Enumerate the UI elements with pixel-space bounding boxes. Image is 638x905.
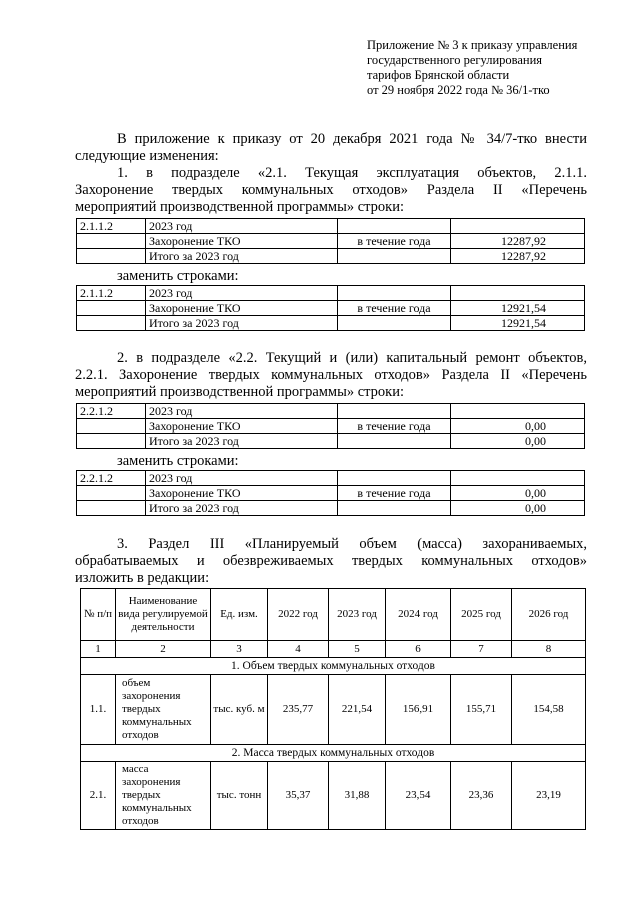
cell-value: 0,00	[451, 419, 585, 434]
value-cell: 23,54	[386, 762, 451, 830]
col-number: 2	[116, 641, 211, 658]
cell-total-label: Итого за 2023 год	[146, 434, 338, 449]
cell-name: Захоронение ТКО	[146, 301, 338, 316]
cell-total: 0,00	[451, 501, 585, 516]
item3-line: изложить в редакции:	[75, 570, 210, 586]
col-number: 8	[512, 641, 586, 658]
item3-line: 3. Раздел III «Планируемый объем (масса) захораниваемых,	[117, 536, 587, 552]
value-cell: 31,88	[329, 762, 386, 830]
replace-label: заменить строками:	[117, 453, 239, 469]
item3-paragraph	[75, 536, 587, 587]
section-heading: 1. Объем твердых коммунальных отходов	[81, 658, 586, 675]
cell-total: 12287,92	[451, 249, 585, 264]
row-number: 1.1.	[81, 675, 116, 745]
cell-value: 0,00	[451, 486, 585, 501]
document-header	[367, 38, 577, 98]
intro-line: В приложение к приказу от 20 декабря 2021 года № 34/7-тко внести	[117, 131, 587, 147]
value-cell: 155,71	[451, 675, 512, 745]
header-line: от 29 ноября 2022 года № 36/1-тко	[367, 83, 550, 97]
header-line: Приложение № 3 к приказу управления	[367, 38, 578, 52]
cell-name: Захоронение ТКО	[146, 234, 338, 249]
item2-line: мероприятий производственной программы» строки:	[75, 384, 405, 400]
header-cell: 2026 год	[512, 589, 586, 641]
cell-code: 2.1.1.2	[77, 219, 146, 234]
item1-line: Захоронение твердых коммунальных отходов» Раздела II «Перечень	[75, 182, 587, 198]
cell-period: в течение года	[338, 234, 451, 249]
header-cell: Ед. изм.	[211, 589, 268, 641]
header-line: тарифов Брянской области	[367, 68, 510, 82]
table-4	[76, 470, 585, 516]
header-cell: 2024 год	[386, 589, 451, 641]
item2-line: 2. в подразделе «2.2. Текущий и (или) капитальный ремонт объектов,	[117, 350, 587, 366]
header-line: государственного регулирования	[367, 53, 543, 67]
value-cell: 154,58	[512, 675, 586, 745]
value-cell: 23,36	[451, 762, 512, 830]
replace-label: заменить строками:	[117, 268, 239, 284]
value-cell: 35,37	[268, 762, 329, 830]
cell-code: 2.1.1.2	[77, 286, 146, 301]
row-unit: тыс. куб. м	[211, 675, 268, 745]
col-number: 3	[211, 641, 268, 658]
cell-period: в течение года	[338, 486, 451, 501]
header-cell: № п/п	[81, 589, 116, 641]
cell-name: Захоронение ТКО	[146, 486, 338, 501]
header-cell: Наименование вида регулируемой деятельности	[116, 589, 211, 641]
item2-paragraph	[75, 350, 587, 401]
col-number: 7	[451, 641, 512, 658]
col-number: 4	[268, 641, 329, 658]
cell-year: 2023 год	[146, 404, 338, 419]
item1-line: мероприятий производственной программы» строки:	[75, 199, 405, 215]
item1-paragraph	[75, 165, 587, 216]
col-number: 1	[81, 641, 116, 658]
row-name: объем захоронения твердых коммунальных отходов	[116, 675, 211, 745]
header-cell: 2022 год	[268, 589, 329, 641]
header-cell: 2023 год	[329, 589, 386, 641]
planned-volume-table	[80, 588, 586, 830]
cell-total: 12921,54	[451, 316, 585, 331]
section-heading: 2. Масса твердых коммунальных отходов	[81, 745, 586, 762]
cell-total-label: Итого за 2023 год	[146, 249, 338, 264]
cell-year: 2023 год	[146, 471, 338, 486]
cell-total: 0,00	[451, 434, 585, 449]
value-cell: 23,19	[512, 762, 586, 830]
cell-name: Захоронение ТКО	[146, 419, 338, 434]
table-3	[76, 403, 585, 449]
cell-code: 2.2.1.2	[77, 404, 146, 419]
col-number: 6	[386, 641, 451, 658]
cell-period: в течение года	[338, 419, 451, 434]
cell-period: в течение года	[338, 301, 451, 316]
col-number: 5	[329, 641, 386, 658]
item2-line: 2.2.1. Захоронение твердых коммунальных отходов» Раздела II «Перечень	[75, 367, 587, 383]
row-name: масса захоронения твердых коммунальных отходов	[116, 762, 211, 830]
cell-value: 12287,92	[451, 234, 585, 249]
cell-value: 12921,54	[451, 301, 585, 316]
table-1	[76, 218, 585, 264]
intro-paragraph	[75, 131, 587, 165]
cell-total-label: Итого за 2023 год	[146, 316, 338, 331]
intro-line: следующие изменения:	[75, 148, 219, 164]
cell-year: 2023 год	[146, 286, 338, 301]
value-cell: 235,77	[268, 675, 329, 745]
cell-total-label: Итого за 2023 год	[146, 501, 338, 516]
item3-line: обрабатываемых и обезвреживаемых твердых коммунальных отходов»	[75, 553, 587, 569]
value-cell: 156,91	[386, 675, 451, 745]
header-cell: 2025 год	[451, 589, 512, 641]
cell-code: 2.2.1.2	[77, 471, 146, 486]
item1-line: 1. в подразделе «2.1. Текущая эксплуатация объектов, 2.1.1.	[117, 165, 587, 181]
table-2	[76, 285, 585, 331]
cell-year: 2023 год	[146, 219, 338, 234]
value-cell: 221,54	[329, 675, 386, 745]
row-unit: тыс. тонн	[211, 762, 268, 830]
row-number: 2.1.	[81, 762, 116, 830]
